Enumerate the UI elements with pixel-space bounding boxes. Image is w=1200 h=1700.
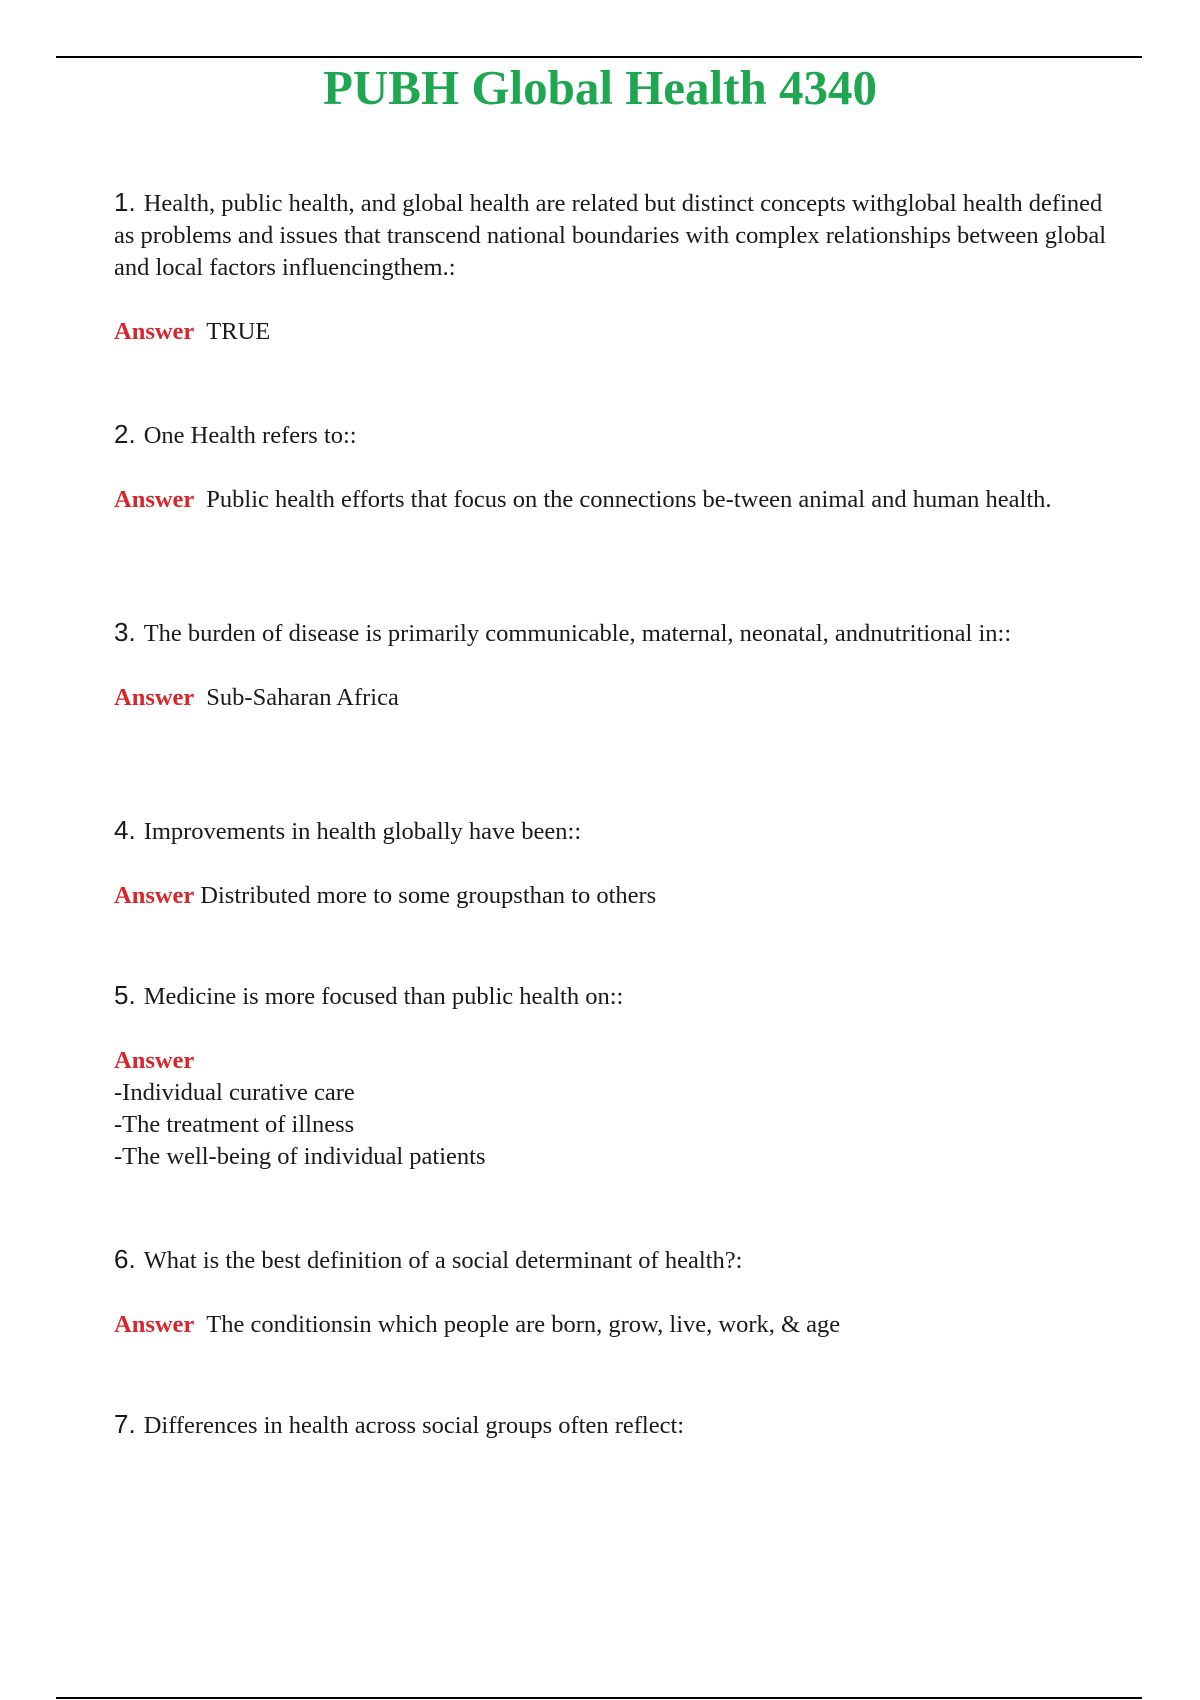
question-number: 6. (114, 1244, 136, 1274)
question-block-3 (114, 616, 1126, 714)
answer-text: The conditionsin which people are born, grow, live, work, & age (206, 1311, 841, 1338)
question-5 (114, 979, 1126, 1013)
answer-5 (114, 1045, 1126, 1173)
question-block-4 (114, 814, 1126, 912)
question-text: Medicine is more focused than public health on:: (143, 983, 624, 1010)
question-number: 3. (114, 617, 136, 647)
question-block-6 (114, 1243, 1126, 1341)
question-block-5 (114, 979, 1126, 1173)
question-block-2 (114, 418, 1126, 516)
question-number: 5. (114, 980, 136, 1010)
answer-label: Answer (114, 882, 195, 909)
question-7 (114, 1408, 1126, 1442)
question-text: One Health refers to:: (143, 422, 357, 449)
document-title: PUBH Global Health 4340 (322, 60, 877, 115)
answer-2 (114, 484, 1126, 516)
question-number: 7. (114, 1409, 136, 1439)
question-number: 4. (114, 815, 136, 845)
answer-label: Answer (114, 1311, 195, 1338)
answer-4 (114, 880, 1126, 912)
answer-text: TRUE (206, 318, 271, 345)
answer-line: -The treatment of illness (114, 1111, 355, 1138)
question-4 (114, 814, 1126, 848)
answer-label: Answer (114, 318, 195, 345)
bottom-rule (56, 1697, 1142, 1699)
question-number: 2. (114, 419, 136, 449)
answer-text: Distributed more to some groupsthan to others (200, 882, 657, 909)
question-text: Improvements in health globally have been:: (143, 818, 582, 845)
answer-1 (114, 316, 1126, 348)
question-text: Health, public health, and global health are related but distinct concepts withglobal health defined as problems and issues that transcend national boundaries with complex relationships between global and local factors influencingthem.: (114, 190, 1107, 281)
question-block-7 (114, 1408, 1126, 1442)
question-2 (114, 418, 1126, 452)
answer-text: Sub-Saharan Africa (206, 684, 399, 711)
answer-label: Answer (114, 1047, 195, 1074)
question-1 (114, 186, 1126, 284)
answer-3 (114, 682, 1126, 714)
answer-line: -The well-being of individual patients (114, 1143, 486, 1170)
answer-6 (114, 1309, 1126, 1341)
answer-label: Answer (114, 684, 195, 711)
question-block-1 (114, 186, 1126, 348)
question-text: Differences in health across social groups often reflect: (143, 1412, 685, 1439)
question-3 (114, 616, 1126, 650)
question-6 (114, 1243, 1126, 1277)
question-text: What is the best definition of a social determinant of health?: (143, 1247, 743, 1274)
answer-text: Public health efforts that focus on the connections be-tween animal and human health. (206, 486, 1052, 513)
question-text: The burden of disease is primarily communicable, maternal, neonatal, andnutritional in:: (143, 620, 1012, 647)
answer-label: Answer (114, 486, 195, 513)
question-number: 1. (114, 187, 136, 217)
answer-line: -Individual curative care (114, 1079, 355, 1106)
